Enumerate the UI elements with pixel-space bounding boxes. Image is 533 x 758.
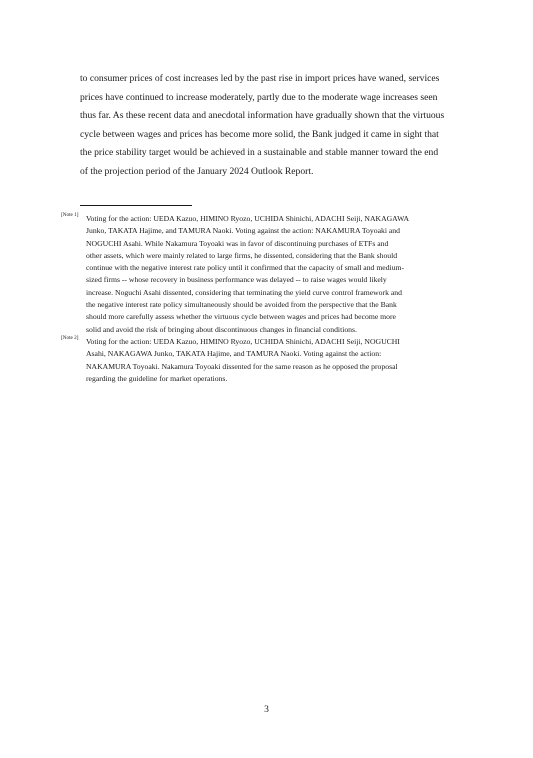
body-line: thus far. As these recent data and anecdotal information have gradually shown that the virtuous <box>80 110 445 122</box>
footnote-1 <box>61 213 476 336</box>
footnote-line: continue with the negative interest rate policy until it confirmed that the capacity of small and medium- <box>86 263 405 273</box>
footnote-line: Voting for the action: UEDA Kazuo, HIMINO Ryozo, UCHIDA Shinichi, ADACHI Seiji, NAKAGAWA <box>86 214 410 223</box>
body-line: cycle between wages and prices has become more solid, the Bank judged it came in sight that <box>80 128 439 140</box>
footnote-separator <box>80 205 192 206</box>
body-line: to consumer prices of cost increases led by the past rise in import prices have waned, services <box>80 73 440 84</box>
footnote-marker: [Note 2] <box>61 334 79 341</box>
footnote-line: NOGUCHI Asahi. While Nakamura Toyoaki was in favor of discontinuing purchases of ETFs and <box>86 238 389 248</box>
footnote-line: the negative interest rate policy simultaneously should be avoided from the perspective that the Bank <box>86 300 397 310</box>
footnote-line: sized firms -- whose recovery in business performance was delayed -- to raise wages would likely <box>86 275 387 285</box>
footnote-line: Asahi, NAKAGAWA Junko, TAKATA Hajime, and TAMURA Naoki. Voting against the action: <box>86 349 382 359</box>
body-paragraph <box>80 70 470 182</box>
footnote-line: NAKAMURA Toyoaki. Nakamura Toyoaki dissented for the same reason as he opposed the proposal <box>86 361 398 371</box>
footnote-line: should more carefully assess whether the virtuous cycle between wages and prices had become more <box>86 312 396 322</box>
footnote-line: Voting for the action: UEDA Kazuo, HIMINO Ryozo, UCHIDA Shinichi, ADACHI Seiji, NOGUCHI <box>86 336 400 346</box>
body-line: of the projection period of the January 2024 Outlook Report. <box>80 165 314 177</box>
footnote-body <box>86 336 476 385</box>
body-line: prices have continued to increase moderately, partly due to the moderate wage increases seen <box>80 91 438 103</box>
footnote-line: solid and avoid the risk of bringing about discontinuous changes in financial conditions. <box>86 324 357 334</box>
footnote-line: Junko, TAKATA Hajime, and TAMURA Naoki. Voting against the action: NAKAMURA Toyoaki and <box>86 226 400 236</box>
footnote-line: regarding the guideline for market operations. <box>86 373 228 383</box>
footnote-2 <box>61 336 476 385</box>
body-line: the price stability target would be achieved in a sustainable and stable manner toward the end <box>80 147 439 159</box>
page-number: 3 <box>264 704 269 715</box>
footnote-line: increase. Noguchi Asahi dissented, considering that terminating the yield curve control framework and <box>86 287 402 297</box>
footnote-marker: [Note 1] <box>61 212 79 218</box>
footnote-line: other assets, which were mainly related to large firms, he dissented, considering that the Bank should <box>86 250 398 260</box>
footnote-body <box>86 213 476 336</box>
footnotes <box>61 213 476 385</box>
